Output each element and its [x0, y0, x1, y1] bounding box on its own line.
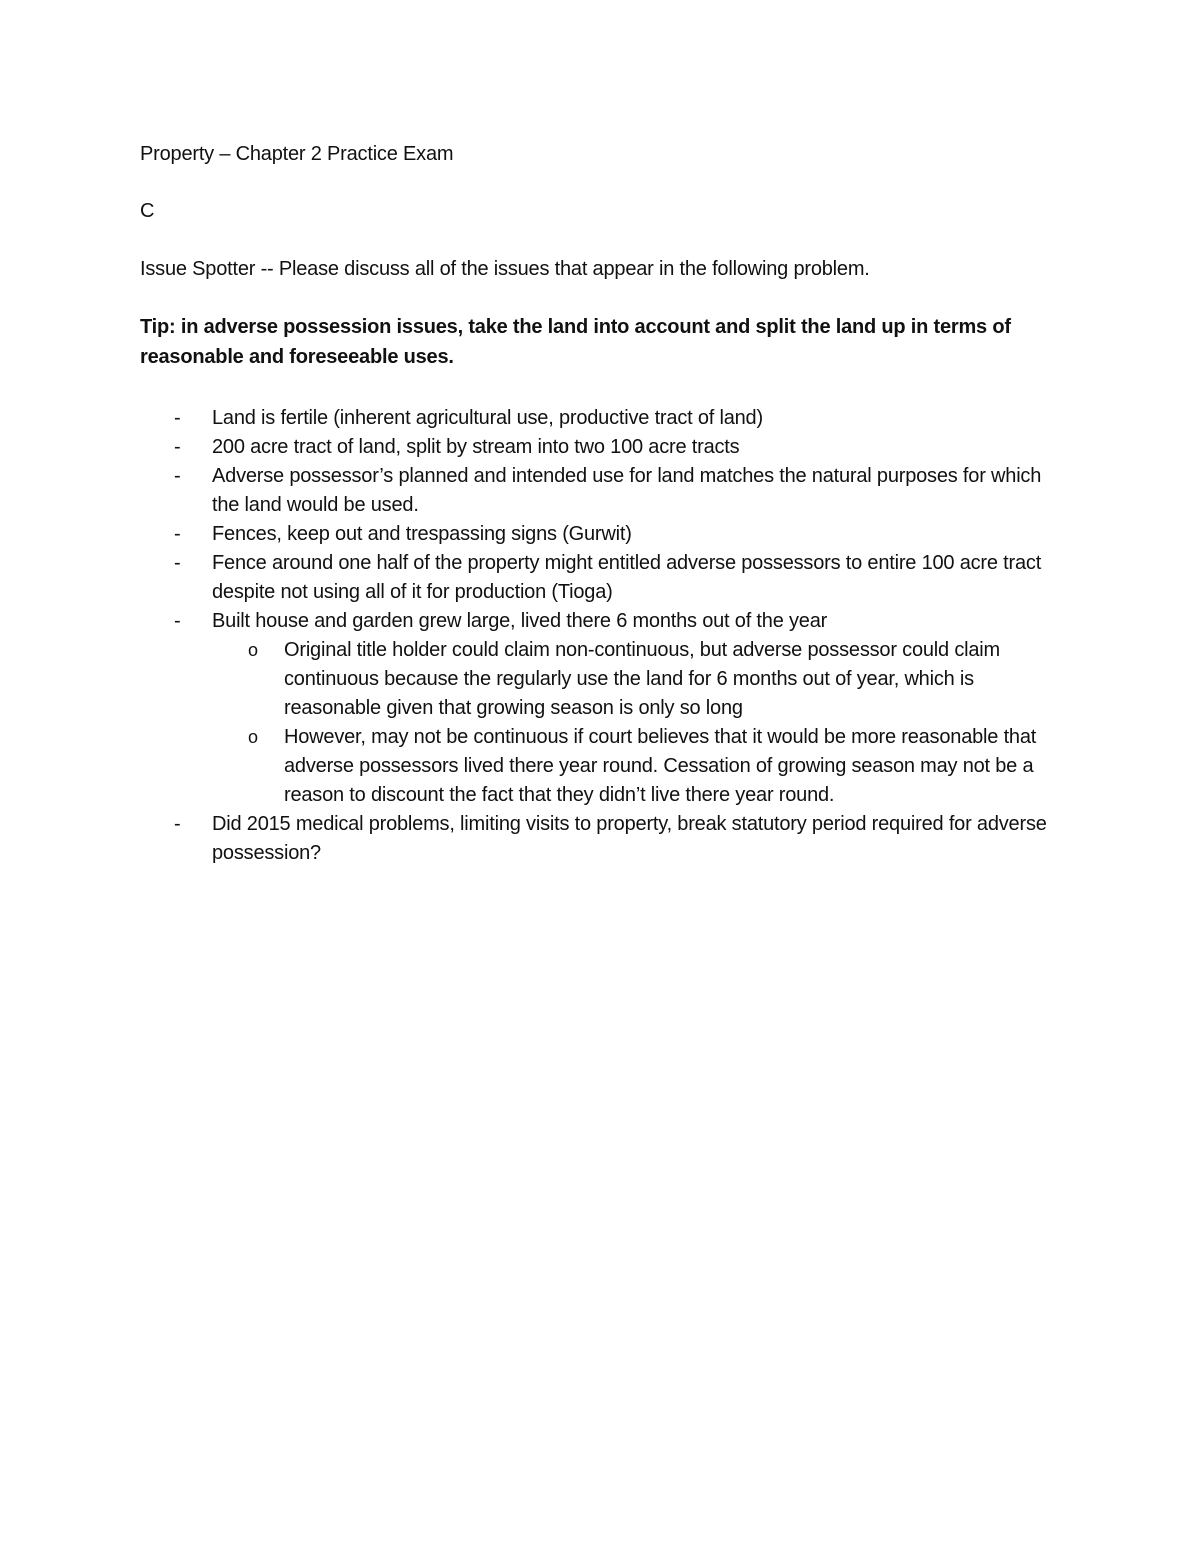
sub-bullet-marker: o: [248, 727, 258, 747]
sub-bullet-marker: o: [248, 640, 258, 660]
bullet-marker: -: [174, 523, 181, 545]
list-item: [140, 404, 1060, 433]
list-item: [140, 810, 1060, 868]
bullet-marker: -: [174, 610, 181, 632]
list-item: [140, 549, 1060, 607]
sub-list-item-text: However, may not be continuous if court believes that it would be more reasonable that adverse possessors lived there year round. Cessation of growing season may not be a reason to discount the fact that they didn’t live there year round.: [284, 726, 1037, 806]
list-item-text: Land is fertile (inherent agricultural use, productive tract of land): [212, 407, 763, 429]
sub-list-item-text: Original title holder could claim non-continuous, but adverse possessor could claim continuous because the regularly use the land for 6 months out of year, which is reasonable given that growing season is only so long: [284, 639, 1000, 719]
list-item-text: 200 acre tract of land, split by stream into two 100 acre tracts: [212, 436, 740, 458]
list-item: [140, 520, 1060, 549]
list-item: [140, 433, 1060, 462]
list-item: [140, 607, 1060, 810]
list-item-text: Adverse possessor’s planned and intended use for land matches the natural purposes for which the land would be used.: [212, 465, 1042, 516]
sub-issue-list: [212, 636, 1060, 810]
instruction-text: Issue Spotter -- Please discuss all of the issues that appear in the following problem.: [140, 258, 870, 280]
bullet-marker: -: [174, 407, 181, 429]
bullet-marker: -: [174, 552, 181, 574]
list-item-text: Fences, keep out and trespassing signs (Gurwit): [212, 523, 632, 545]
document-body: [140, 140, 1060, 868]
section-letter: C: [140, 200, 155, 222]
bullet-marker: -: [174, 436, 181, 458]
tip-text: Tip: in adverse possession issues, take the land into account and split the land up in terms of reasonable and foreseeable uses.: [140, 316, 1011, 368]
list-item-text: Fence around one half of the property might entitled adverse possessors to entire 100 acre tract despite not using all of it for production (Tioga): [212, 552, 1042, 603]
list-item-text: Built house and garden grew large, lived there 6 months out of the year: [212, 610, 828, 632]
sub-list-item: [212, 636, 1060, 723]
list-item-text: Did 2015 medical problems, limiting visits to property, break statutory period required for adverse possession?: [212, 813, 1047, 864]
bullet-marker: -: [174, 465, 181, 487]
issue-list: [140, 404, 1060, 868]
bullet-marker: -: [174, 813, 181, 835]
document-title: Property – Chapter 2 Practice Exam: [140, 143, 454, 165]
list-item: [140, 462, 1060, 520]
sub-list-item: [212, 723, 1060, 810]
